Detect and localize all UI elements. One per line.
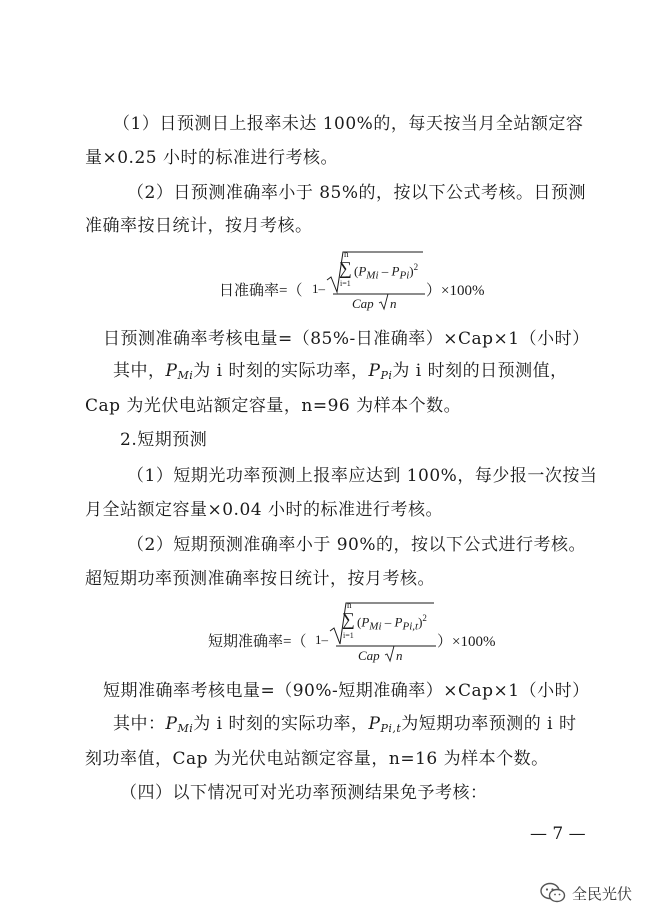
daily-item2-line2: 准确率按日统计，按月考核。 [85, 216, 313, 236]
short-formula-one-minus: 1– [315, 632, 328, 647]
daily-formula-label: 日准确率=（ [219, 283, 303, 299]
daily-item1-line1: （1）日预测日上报率未达 100%的，每天按当月全站额定容 [113, 114, 584, 134]
watermark [540, 882, 632, 904]
short-formula-radical [328, 598, 436, 662]
watermark-text: 全民光伏 [572, 884, 633, 903]
daily-denominator-radical [378, 292, 404, 312]
daily-item2-line1: （2）日预测准确率小于 85%的，按以下公式考核。日预测 [127, 183, 587, 203]
daily-formula-tail: ）×100% [426, 283, 485, 299]
daily-formula-radical [325, 248, 425, 310]
short-assess-line: 短期准确率考核电量=（90%-短期准确率）×Cap×1（小时） [103, 681, 590, 701]
daily-sum-sigma: ∑ [339, 258, 352, 278]
daily-cap-line: Cap 为光伏电站额定容量，n=96 为样本个数。 [85, 396, 462, 416]
page-number: — 7 — [530, 824, 586, 844]
short-denominator: Cap [358, 648, 380, 663]
daily-numerator: $(P_{Mi} - P_{Pi})^2$ [354, 262, 419, 282]
short-formula-tail: ）×100% [437, 634, 496, 650]
daily-assess-line: 日预测准确率考核电量=（85%-日准确率）×Cap×1（小时） [103, 329, 590, 349]
exempt-heading: （四）以下情况可对光功率预测结果免予考核： [120, 783, 488, 803]
daily-sum-bottom: i=1 [340, 279, 351, 288]
short-where-line: 其中：$P_{Mi}$为 i 时刻的实际功率，$P_{Pi,t}$为短期功率预测的 i 时 [113, 714, 577, 735]
short-heading: 2.短期预测 [120, 430, 208, 450]
short-item1-line2: 月全站额定容量×0.04 小时的标准进行考核。 [85, 500, 443, 520]
short-denominator-radical [384, 644, 410, 664]
short-sum-bottom: i=1 [343, 631, 354, 640]
daily-sum-top: n [344, 249, 349, 259]
daily-formula-one-minus: 1– [312, 281, 325, 296]
short-numerator: $(P_{Mi} - P_{Pi,t})^2$ [357, 613, 427, 633]
short-item2-line2: 超短期功率预测准确率按日统计，按月考核。 [85, 569, 435, 589]
daily-item1-line2: 量×0.25 小时的标准进行考核。 [85, 148, 338, 168]
daily-denominator: Cap [352, 296, 374, 311]
short-item2-line1: （2）短期预测准确率小于 90%的，按以下公式进行考核。 [127, 535, 587, 555]
short-sum-top: n [347, 600, 352, 610]
short-denominator-n: n [396, 648, 403, 663]
short-sum-sigma: ∑ [342, 609, 355, 629]
wechat-icon [540, 882, 566, 904]
short-where-line2: 刻功率值，Cap 为光伏电站额定容量，n=16 为样本个数。 [85, 749, 549, 769]
short-item1-line1: （1）短期光功率预测上报率应达到 100%，每少报一次按当 [127, 466, 598, 486]
short-formula-label: 短期准确率=（ [208, 634, 307, 650]
daily-where-line: 其中，$P_{Mi}$为 i 时刻的实际功率，$P_{Pi}$为 i 时刻的日预测值， [113, 361, 568, 382]
daily-denominator-n: n [390, 296, 397, 311]
